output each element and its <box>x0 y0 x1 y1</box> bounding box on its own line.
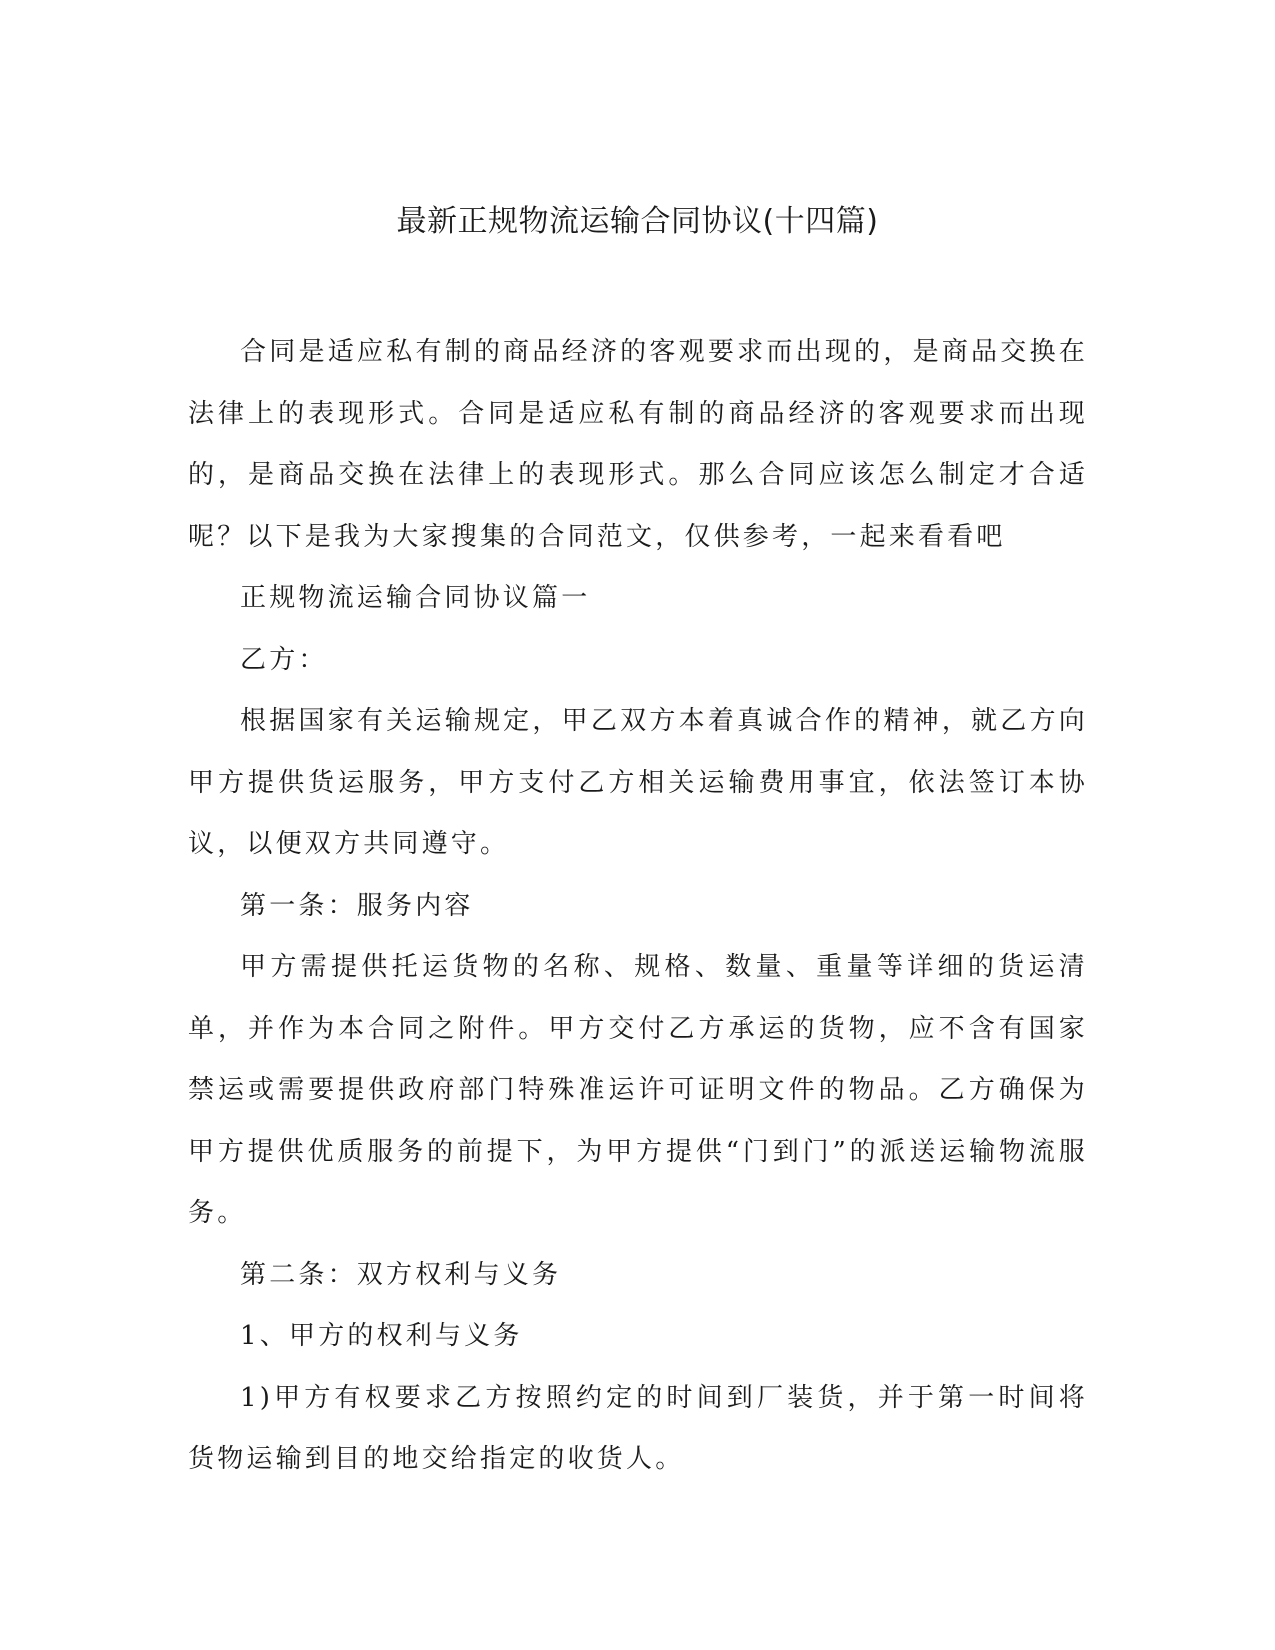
party-a-right-item-1: 1)甲方有权要求乙方按照约定的时间到厂装货，并于第一时间将货物运输到目的地交给指定的收货人。 <box>188 1382 1088 1474</box>
article-two-heading: 第二条：双方权利与义务 <box>240 1259 562 1290</box>
document-body <box>188 322 1088 1491</box>
document-title: 最新正规物流运输合同协议(十四篇) <box>396 204 879 239</box>
article-one-body: 甲方需提供托运货物的名称、规格、数量、重量等详细的货运清单，并作为本合同之附件。甲方交付乙方承运的货物，应不含有国家禁运或需要提供政府部门特殊准运许可证明文件的物品。乙方确保为甲方提供优质服务的前提下，为甲方提供“门到门”的派送运输物流服务。 <box>188 952 1088 1228</box>
agreement-preamble: 根据国家有关运输规定，甲乙双方本着真诚合作的精神，就乙方向甲方提供货运服务，甲方支付乙方相关运输费用事宜，依法签订本协议，以便双方共同遵守。 <box>188 706 1088 859</box>
article-one-heading: 第一条：服务内容 <box>240 890 474 921</box>
intro-paragraph: 合同是适应私有制的商品经济的客观要求而出现的，是商品交换在法律上的表现形式。合同是适应私有制的商品经济的客观要求而出现的，是商品交换在法律上的表现形式。那么合同应该怎么制定才合适呢？以下是我为大家搜集的合同范文，仅供参考，一起来看看吧 <box>188 337 1088 552</box>
section-heading-part-one: 正规物流运输合同协议篇一 <box>240 583 591 613</box>
party-a-rights-heading: 1、甲方的权利与义务 <box>240 1321 523 1351</box>
party-b-label: 乙方： <box>240 644 328 675</box>
